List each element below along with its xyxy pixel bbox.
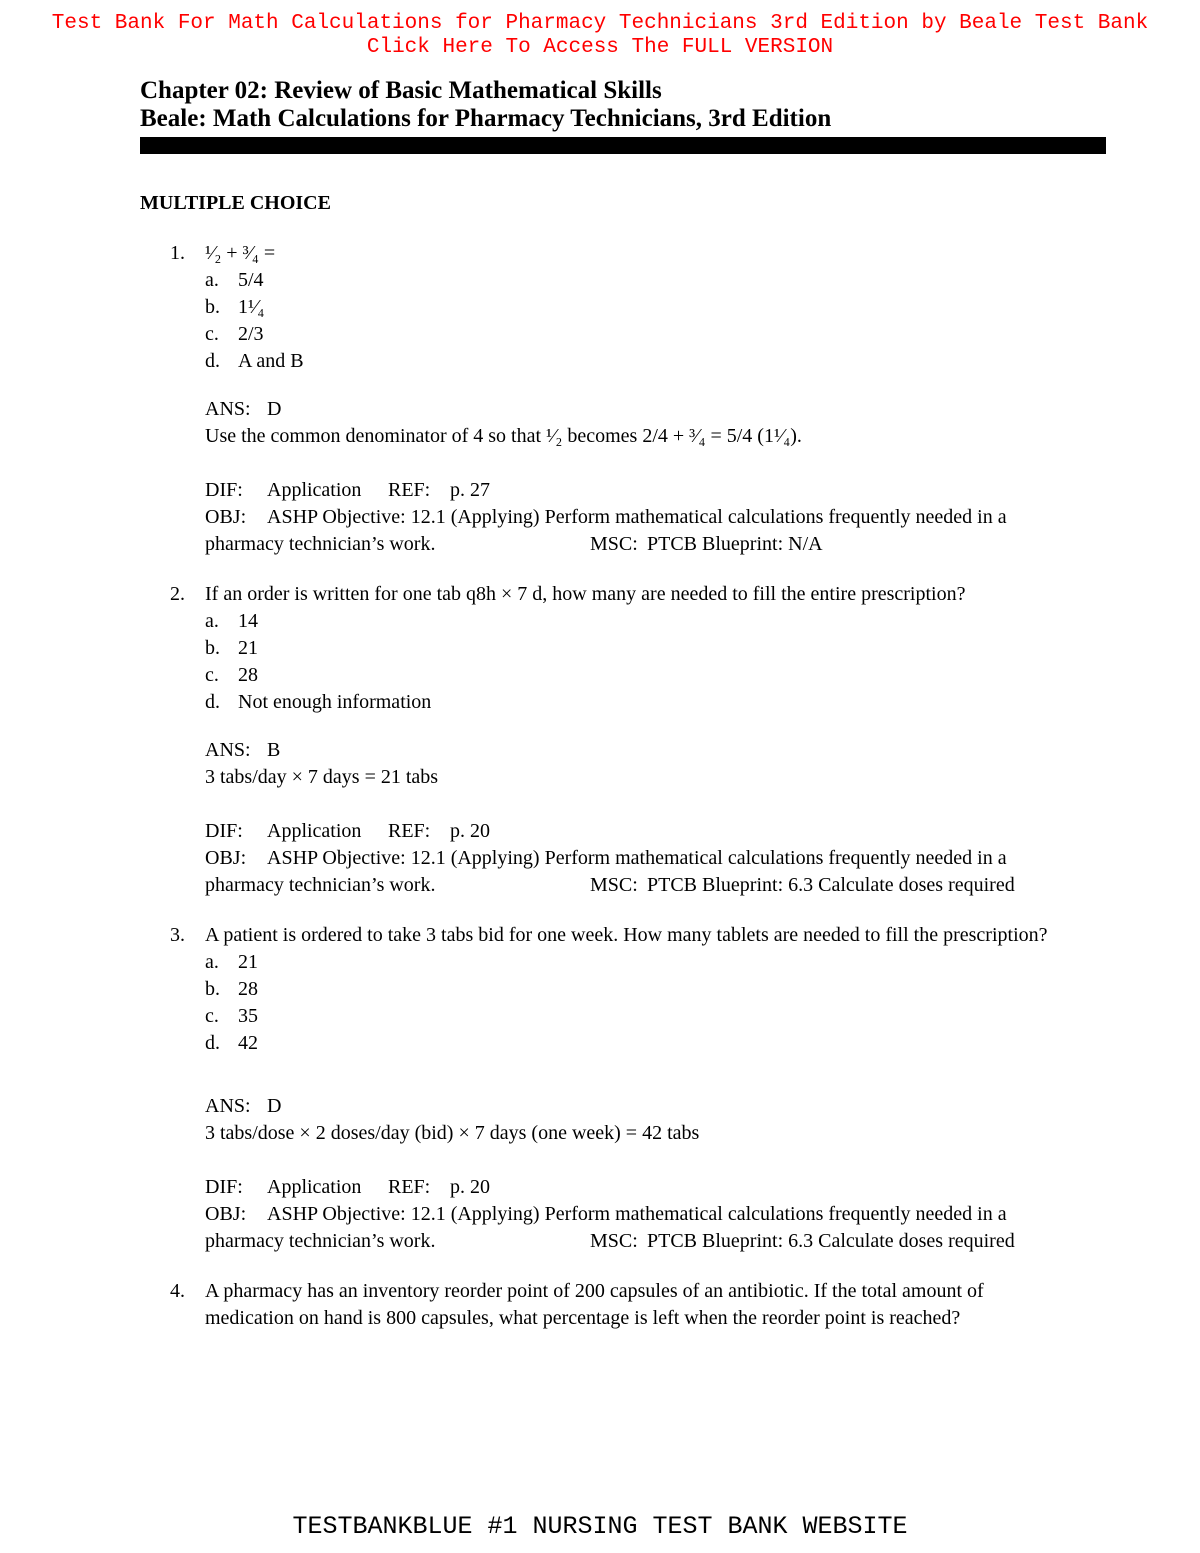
question-3 [140,922,1106,1255]
option-b [205,976,1050,1003]
answer-value: D [267,1095,282,1117]
dif-label: DIF: [205,479,243,501]
section-heading: MULTIPLE CHOICE [140,192,331,214]
answer-block [205,396,1050,450]
question-stem: A patient is ordered to take 3 tabs bid for one week. How many tablets are needed to fill the prescription? [205,924,1048,946]
full-version-link[interactable]: Click Here To Access The FULL VERSION [366,36,834,59]
banner-title: Test Bank For Math Calculations for Pharmacy Technicians 3rd Edition by Beale Test Bank [51,12,1149,35]
option-text: 5/4 [238,269,264,291]
option-letter: d. [205,691,220,713]
answer-value: B [267,739,281,761]
option-text: 21 [238,951,258,973]
msc-label: MSC: [590,533,638,555]
option-letter: c. [205,664,219,686]
question-meta [205,477,1050,558]
obj-label: OBJ: [205,506,247,528]
option-letter: d. [205,1032,220,1054]
testbank-banner [0,0,1200,60]
ref-label: REF: [388,1176,431,1198]
ref-value: p. 20 [450,1176,490,1198]
option-text: 42 [238,1032,258,1054]
question-stem: ¹⁄₂ + ³⁄₄ = [205,242,276,264]
msc-value: PTCB Blueprint: 6.3 Calculate doses required [647,874,1015,896]
option-text: 35 [238,1005,258,1027]
obj-label: OBJ: [205,1203,247,1225]
msc-label: MSC: [590,874,638,896]
option-text: A and B [238,350,304,372]
ref-label: REF: [388,479,431,501]
msc-label: MSC: [590,1230,638,1252]
question-number: 4. [170,1280,185,1302]
question-4 [140,1278,1106,1332]
option-text: 2/3 [238,323,264,345]
option-letter: c. [205,323,219,345]
answer-value: D [267,398,282,420]
book-title: Beale: Math Calculations for Pharmacy Technicians, 3rd Edition [140,105,832,132]
option-letter: c. [205,1005,219,1027]
options-list [205,267,1050,375]
question-2 [140,581,1106,899]
question-1 [140,240,1106,558]
option-text: 21 [238,637,258,659]
option-a [205,267,1050,294]
msc-value: PTCB Blueprint: 6.3 Calculate doses required [647,1230,1015,1252]
question-number: 1. [170,242,185,264]
answer-block [205,737,1050,791]
obj-label: OBJ: [205,847,247,869]
dif-value: Application [267,479,362,501]
answer-label: ANS: [205,739,251,761]
option-b [205,294,1050,321]
option-d [205,1030,1050,1057]
chapter-title: Chapter 02: Review of Basic Mathematical Skills [140,77,662,104]
option-text: 14 [238,610,258,632]
answer-explanation: 3 tabs/dose × 2 doses/day (bid) × 7 days (one week) = 42 tabs [205,1122,700,1144]
title-underline-bar [140,137,1106,154]
option-text: 28 [238,664,258,686]
option-letter: b. [205,978,220,1000]
option-c [205,662,1050,689]
option-b [205,635,1050,662]
obj-value: ASHP Objective: 12.1 (Applying) Perform mathematical calculations frequently needed in a pharmacy technician’s work. [205,1203,1007,1252]
obj-value: ASHP Objective: 12.1 (Applying) Perform mathematical calculations frequently needed in a pharmacy technician’s work. [205,847,1007,896]
question-stem: If an order is written for one tab q8h × 7 d, how many are needed to fill the entire prescription? [205,583,966,605]
options-list [205,949,1050,1057]
option-text: 1¹⁄₄ [238,296,265,318]
answer-label: ANS: [205,398,251,420]
footer-site-banner: TESTBANKBLUE #1 NURSING TEST BANK WEBSITE [292,1512,908,1541]
page-header [140,77,1106,133]
option-letter: a. [205,269,219,291]
answer-explanation: Use the common denominator of 4 so that ¹⁄₂ becomes 2/4 + ³⁄₄ = 5/4 (1¹⁄₄). [205,425,802,447]
option-a [205,949,1050,976]
option-letter: d. [205,350,220,372]
option-a [205,608,1050,635]
answer-explanation: 3 tabs/day × 7 days = 21 tabs [205,766,439,788]
option-text: 28 [238,978,258,1000]
question-meta [205,818,1050,899]
option-d [205,689,1050,716]
question-stem: A pharmacy has an inventory reorder point of 200 capsules of an antibiotic. If the total amount of medication on hand is 800 capsules, what percentage is left when the reorder point is reached? [205,1280,984,1329]
ref-label: REF: [388,820,431,842]
question-number: 2. [170,583,185,605]
ref-value: p. 27 [450,479,490,501]
option-letter: a. [205,610,219,632]
obj-value: ASHP Objective: 12.1 (Applying) Perform mathematical calculations frequently needed in a pharmacy technician’s work. [205,506,1007,555]
option-c [205,1003,1050,1030]
question-number: 3. [170,924,185,946]
msc-value: PTCB Blueprint: N/A [647,533,823,555]
option-letter: b. [205,637,220,659]
option-c [205,321,1050,348]
dif-value: Application [267,820,362,842]
option-text: Not enough information [238,691,432,713]
option-letter: b. [205,296,220,318]
answer-label: ANS: [205,1095,251,1117]
answer-block [205,1093,1050,1147]
option-d [205,348,1050,375]
option-letter: a. [205,951,219,973]
dif-label: DIF: [205,820,243,842]
ref-value: p. 20 [450,820,490,842]
dif-value: Application [267,1176,362,1198]
question-meta [205,1174,1050,1255]
dif-label: DIF: [205,1176,243,1198]
document-page [140,77,1106,1332]
options-list [205,608,1050,716]
